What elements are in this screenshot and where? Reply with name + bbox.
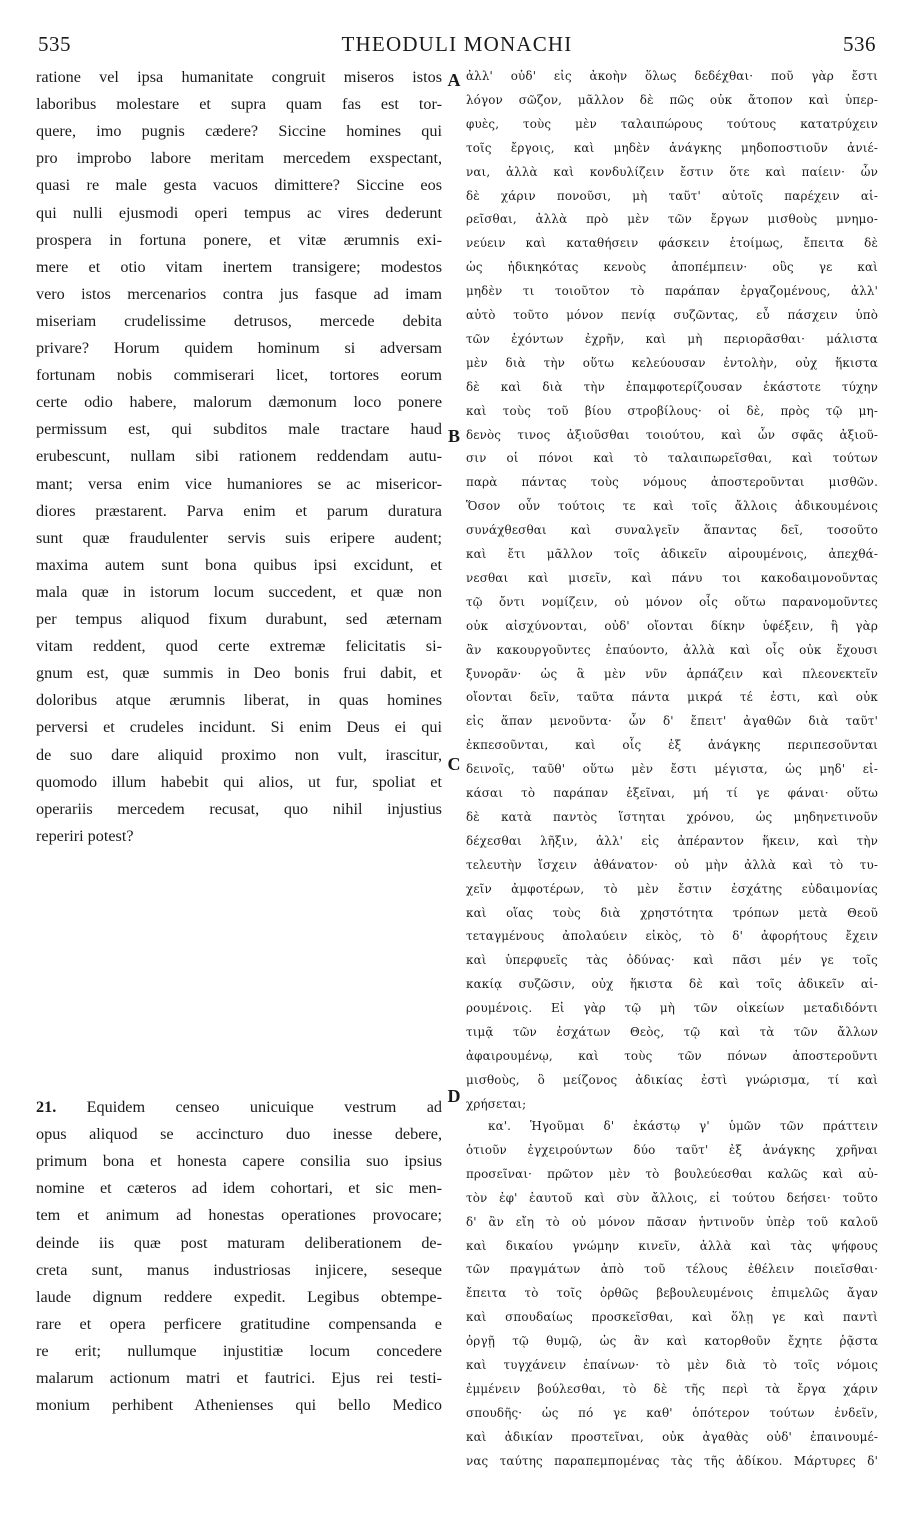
latin-text-line: vitam reddent, quod certe extremæ felicitatis si-: [36, 637, 442, 656]
latin-text-line: permissum est, qui subditos male tractare haud: [36, 420, 442, 439]
greek-text-line: τοῖς ἔργοις, καὶ μηδὲν ἀνάγκης μηδοποστιοῦν ἀνιέ-: [466, 140, 878, 155]
latin-section-start-line: [36, 1096, 442, 1120]
greek-text-line: συνάχθεσθαι καὶ συναλγεῖν ἅπαντας δεῖ, τοσοῦτο: [466, 523, 878, 538]
greek-text-line: οὐκ αἰσχύνονται, οὐδ' οἴονται δίκην ὑφέξειν, ἣ γὰρ: [466, 618, 878, 633]
latin-text-line: Equidem censeo unicuique vestrum ad: [86, 1098, 442, 1116]
latin-text-line: quasi re male gesta vacuos dimittere? Siccine eos: [36, 176, 442, 195]
greek-text-line: σπουδῆς· ὡς πό γε καθ' ὁπότερον τούτων ἐνδεῖν,: [466, 1405, 878, 1420]
latin-text-line: erubescunt, nullam sibi rationem reddendam autu-: [36, 447, 442, 466]
greek-text-line: δὲ καὶ διὰ τὴν ἐπαμφοτερίζουσαν ἑκάστοτε τύχην: [466, 379, 878, 394]
latin-text-line: certe odio habere, malorum dæmonum loco ponere: [36, 393, 442, 412]
greek-text-line: ὡς ἠδικηκότας κενοὺς ἀποπέμπειν· οὓς γε καὶ: [466, 260, 878, 275]
margin-marker-a: A: [447, 70, 461, 90]
latin-text-line: laude dignum reddere expedit. Legibus obtempe-: [36, 1287, 442, 1306]
latin-text-line: qui nulli ejusmodi operi tempus ac vires dederunt: [36, 203, 442, 222]
greek-text-line: καὶ οἵας τοὺς διὰ χρηστότητα τρόπων μετὰ Θεοῦ: [466, 905, 878, 920]
latin-text-line: doloribus atque ærumnis liberat, in quas homines: [36, 691, 442, 710]
greek-text-line: καὶ τυγχάνειν ἐπαίνων· τὸ μὲν διὰ τὸ τοῖς νόμοις: [466, 1358, 878, 1372]
greek-text-line: τῶν ἐχόντων ἐχρῆν, καὶ μὴ περιορᾶσθαι· μάλιστα: [466, 331, 878, 346]
greek-text-line: ἐμμένειν βούλεσθαι, τὸ δὲ τῆς περὶ τὰ ἔργα χάριν: [466, 1381, 878, 1396]
latin-text-line: nomine et cæteros ad idem cohortari, et sic men-: [36, 1179, 442, 1198]
margin-marker-d: D: [447, 1086, 461, 1106]
greek-text-line: χεῖν ἀμφοτέρων, τὸ μὲν ἔστιν ἐσχάτης εὐδαιμονίας: [466, 881, 878, 896]
greek-text-line: φυὲς, τοὺς μὲν ταλαιπώρους τούτους κατατρύχειν: [466, 116, 878, 131]
greek-text-line: καὶ ἀδικίαν προστεῖναι, οὐκ ἀγαθὰς οὐδ' ἐπαινουμέ-: [466, 1429, 878, 1444]
latin-text-line: vero istos mercenarios contra jus fasque ad imam: [36, 284, 442, 303]
latin-text-line: tem et animum ad honestas operationes provocare;: [36, 1206, 442, 1225]
greek-text-line: δεινοῖς, ταῦθ' οὕτω μὲν ἔστι μέγιστα, ὡς μηδ' εἰ-: [466, 762, 878, 777]
latin-text-line: opus aliquod se accincturo duo inesse debere,: [36, 1125, 442, 1144]
latin-text-line: mant; versa enim vice humaniores se ac misericor-: [36, 474, 442, 493]
greek-text-line: καὶ ὑπερφυεῖς τὰς ὀδύνας· καὶ πᾶσι μέν γε τοῖς: [466, 953, 878, 968]
greek-text-line: τῶν πραγμάτων ἀπὸ τοῦ τέλους ἐθέλειν ποιεῖσθαι·: [466, 1262, 878, 1277]
greek-text-line: καὶ ἔτι μᾶλλον τοῖς ἀδικεῖν αἱρουμένοις, ἀπεχθά-: [466, 547, 878, 561]
greek-text-line: εἰς ἅπαν μενοῦντα· ὧν δ' ἔπειτ' ἀγαθῶν διὰ ταῦτ': [466, 714, 878, 729]
page-number-right: 536: [843, 32, 876, 56]
latin-text-line: diores præstarent. Parva enim et parum duratura: [36, 501, 442, 520]
greek-text-line: ἔπειτα τὸ τοῖς ὀρθῶς βεβουλευμένοις ἐπιμελῶς ἄγαν: [466, 1286, 878, 1301]
greek-text-line: καὶ δικαίου γνώμην κινεῖν, ἀλλὰ καὶ τὰς ψήφους: [466, 1238, 878, 1253]
greek-text-line: σιν οἱ πόνοι καὶ τὸ ταλαιπωρεῖσθαι, καὶ τούτων: [466, 451, 878, 466]
latin-text-line: laboribus molestare et supra quam fas est tor-: [36, 95, 442, 114]
greek-text-line: λόγον σῶζον, μᾶλλον δὲ πῶς οὐκ ἄτοπον καὶ ὑπερ-: [466, 92, 878, 107]
greek-text-line: κα'. Ἡγοῦμαι δ' ἑκάστῳ γ' ὑμῶν τῶν πράττειν: [488, 1119, 878, 1133]
latin-text-line: fortunam nobis commiserari licet, tortores eorum: [36, 366, 442, 385]
greek-text-line: νεσθαι καὶ μισεῖν, καὶ πάνυ τοι κακοδαιμονοῦντας: [466, 570, 878, 585]
latin-text-line: rare et opera perficere gratitudine compensanda e: [36, 1314, 442, 1333]
greek-text-line: καὶ σπουδαίως προσκεῖσθαι, καὶ ὅλῃ γε καὶ παντὶ: [466, 1310, 878, 1325]
greek-text-line: Ὅσον οὖν τούτοις τε καὶ τοῖς ἄλλοις ἀδικουμένοις: [466, 499, 878, 514]
latin-text-line: quomodo illum habebit qui alios, ut fur, spoliat et: [36, 772, 442, 791]
greek-text-line: τιμᾷ τῶν ἐσχάτων Θεὸς, τῷ καὶ τὰ τῶν ἄλλων: [466, 1025, 878, 1039]
latin-text-line: re erit; nullumque injustitiæ locum concedere: [36, 1341, 442, 1360]
greek-text-line: παρὰ πάντας τοὺς νόμους ἀποστεροῦνται μισθῶν.: [466, 475, 878, 490]
greek-text-line: προσεῖναι· πρῶτον μὲν τὸ βουλεύεσθαι καλῶς καὶ αὐ-: [466, 1166, 878, 1181]
greek-text-line: κάσαι τὸ παράπαν ἐξεῖναι, μή τί γε φάναι· οὕτω: [466, 786, 878, 800]
latin-text-line: perversi et crudeles incidunt. Si enim Deus ei qui: [36, 718, 442, 737]
latin-text-line: gnum est, quæ summis in Deo bonis frui dabit, et: [36, 664, 442, 683]
greek-text-line: ὀργῇ τῷ θυμῷ, ὡς ἂν καὶ κατορθοῦν ἔχητε ῥᾷστα: [466, 1334, 878, 1349]
greek-text-line: καὶ τοὺς τοῦ βίου στροβίλους· οἱ δὲ, πρὸς τῷ μη-: [466, 403, 878, 418]
greek-text-line: ἂν κακουργοῦντες ἐπαύοντο, ἀλλὰ καὶ οἷς οὐκ ἔχουσι: [466, 642, 878, 657]
greek-text-line: τεταγμένους ἀπολαύειν εἰκὸς, τὸ δ' ἀφορήτους ἔχειν: [466, 929, 878, 944]
latin-text-line: mere et otio vitam inertem transigere; modestos: [36, 257, 442, 276]
greek-text-line: ρεῖσθαι, ἀλλὰ πρὸ μὲν τῶν ἔργων μισθοὺς μνημο-: [466, 212, 878, 227]
latin-text-line: operariis mercedem recusat, quo nihil injustius: [36, 799, 442, 818]
latin-text-line: ratione vel ipsa humanitate congruit miseros istos: [36, 68, 442, 86]
greek-text-line: οἴονται δεῖν, ταῦτα πάντα μικρά τέ ἐστι, καὶ οὐκ: [466, 690, 878, 705]
greek-text-line: δέχεσθαι λῆξιν, ἀλλ' εἰς ἀπέραντον ἥκειν, καὶ τὴν: [466, 833, 878, 848]
greek-text-line: τελευτὴν ἴσχειν ἀθάνατον· οὐ μὴν ἀλλὰ καὶ τὸ τυ-: [466, 857, 878, 872]
greek-text-line: κακίᾳ συζῶσιν, οὐχ ἥκιστα δὲ καὶ τοῖς ἀδικεῖν αἱ-: [466, 977, 878, 992]
latin-text-line: pro improbo labore meritam mercedem exspectant,: [36, 149, 442, 168]
greek-text-line: μισθοὺς, ὃ μείζονος ἀδικίας ἐστὶ γνώρισμα, τί καὶ: [466, 1072, 878, 1087]
greek-text-line: ἀφαιρουμένῳ, καὶ τοὺς τῶν πόνων ἀποστεροῦντι: [466, 1048, 878, 1063]
margin-marker-b: B: [447, 426, 460, 446]
latin-text-line: reperiri potest?: [36, 826, 134, 845]
latin-text-line: privare? Horum quidem hominum si adversam: [36, 339, 442, 357]
greek-text-line: δὲ χάριν πονοῦσι, μὴ ταῦτ' αὐτοῖς παρέχειν αἱ-: [466, 188, 878, 203]
running-header: [38, 32, 876, 62]
greek-text-line: ὁτιοῦν ἐγχειρούντων δύο ταῦτ' ἐξ ἀνάγκης χρῆναι: [466, 1142, 878, 1157]
latin-text-line: malarum actionum matri et fautrici. Ejus rei testi-: [36, 1369, 442, 1387]
latin-text-line: miseriam crudelissime detrusos, mercede debita: [36, 311, 442, 330]
greek-text-line: ναι, ἀλλὰ καὶ κονδυλίζειν ἔστιν ὅτε καὶ παίειν· ὧν: [466, 164, 878, 179]
latin-text-line: sunt quæ fraudulenter servis suis eripere audent;: [36, 528, 442, 547]
greek-text-line: ρουμένοις. Εἰ γὰρ τῷ μὴ τῶν οἰκείων μεταδιδόντι: [466, 1001, 878, 1016]
greek-text-line: μὲν διὰ τὴν οὕτω κελεύουσαν ἐντολὴν, οὐχ ἥκιστα: [466, 355, 878, 370]
greek-text-line: ξυνορᾶν· ὡς ἃ μὲν νῦν ἁρπάζειν καὶ πλεονεκτεῖν: [466, 666, 878, 681]
greek-text-line: ἐκπεσοῦνται, καὶ οἷς ἐξ ἀνάγκης περιπεσοῦνται: [466, 738, 878, 753]
greek-text-line: νεύειν καὶ καταθήσειν φάσκειν ἑτοίμως, ἔπειτα δὲ: [466, 236, 878, 251]
latin-text-line: maxima autem sunt bona quibus ipsi excidunt, et: [36, 555, 442, 574]
latin-text-line: prospera in fortuna ponere, et vitæ ærumnis exi-: [36, 230, 442, 249]
latin-text-line: creta sunt, manus industriosas injicere, seseque: [36, 1260, 442, 1279]
latin-text-line: de suo dare aliquid proximo non vult, irascitur,: [36, 745, 442, 764]
section-number: 21.: [36, 1098, 57, 1116]
latin-text-line: quere, imo pugnis cædere? Siccine homines qui: [36, 122, 442, 141]
margin-marker-c: C: [447, 754, 461, 774]
greek-text-line: χρήσεται;: [466, 1096, 527, 1111]
greek-text-line: δενὸς τινος ἀξιοῦσθαι τοιούτου, καὶ ὧν σφᾶς ἀξιοῦ-: [466, 427, 878, 442]
page-number-left: 535: [38, 32, 71, 56]
greek-text-line: τῷ ὄντι νομίζειν, οὐ μόνον οἷς οὕτω παρανομοῦντες: [466, 594, 878, 609]
greek-text-line: δὲ κατὰ παντὸς ἵστηται χρόνου, ὡς μηδηνετινοῦν: [466, 809, 878, 824]
greek-text-line: αὐτὸ τοῦτο μόνον πενίᾳ συζῶντας, εὖ πάσχειν ὑπὸ: [466, 308, 878, 322]
greek-text-line: νας ταύτης παραπεμπομένας τὰς τῆς ἀδίκου. Μάρτυρες δ': [466, 1453, 878, 1468]
latin-text-line: mala quæ in istorum locum succedent, et quæ non: [36, 582, 442, 601]
greek-text-line: δ' ἂν εἴη τὸ οὐ μόνον πᾶσαν ἡντινοῦν ὑπὲρ τοῦ καλοῦ: [466, 1214, 878, 1229]
greek-text-line: μηδὲν τι τοιοῦτον τὸ παράπαν ἐργαζομένους, ἀλλ': [466, 284, 878, 299]
greek-text-line: τὸν ἐφ' ἑαυτοῦ καὶ σὺν ἄλλοις, εἰ τούτου δεήσει· τοῦτο: [466, 1190, 878, 1205]
latin-text-line: deinde iis quæ post maturam deliberationem de-: [36, 1233, 442, 1252]
latin-text-line: primum bona et honesta capere consilia suo ipsius: [36, 1152, 442, 1171]
latin-text-line: per tempus aliquod fixum durabunt, sed æternam: [36, 610, 442, 628]
greek-text-line: ἀλλ' οὐδ' εἰς ἀκοὴν ὅλως δεδέχθαι· ποῦ γὰρ ἔστι: [466, 69, 878, 83]
latin-text-line: monium perhibent Athenienses qui bello Medico: [36, 1396, 442, 1415]
running-title: THEODULI MONACHI: [341, 32, 573, 56]
